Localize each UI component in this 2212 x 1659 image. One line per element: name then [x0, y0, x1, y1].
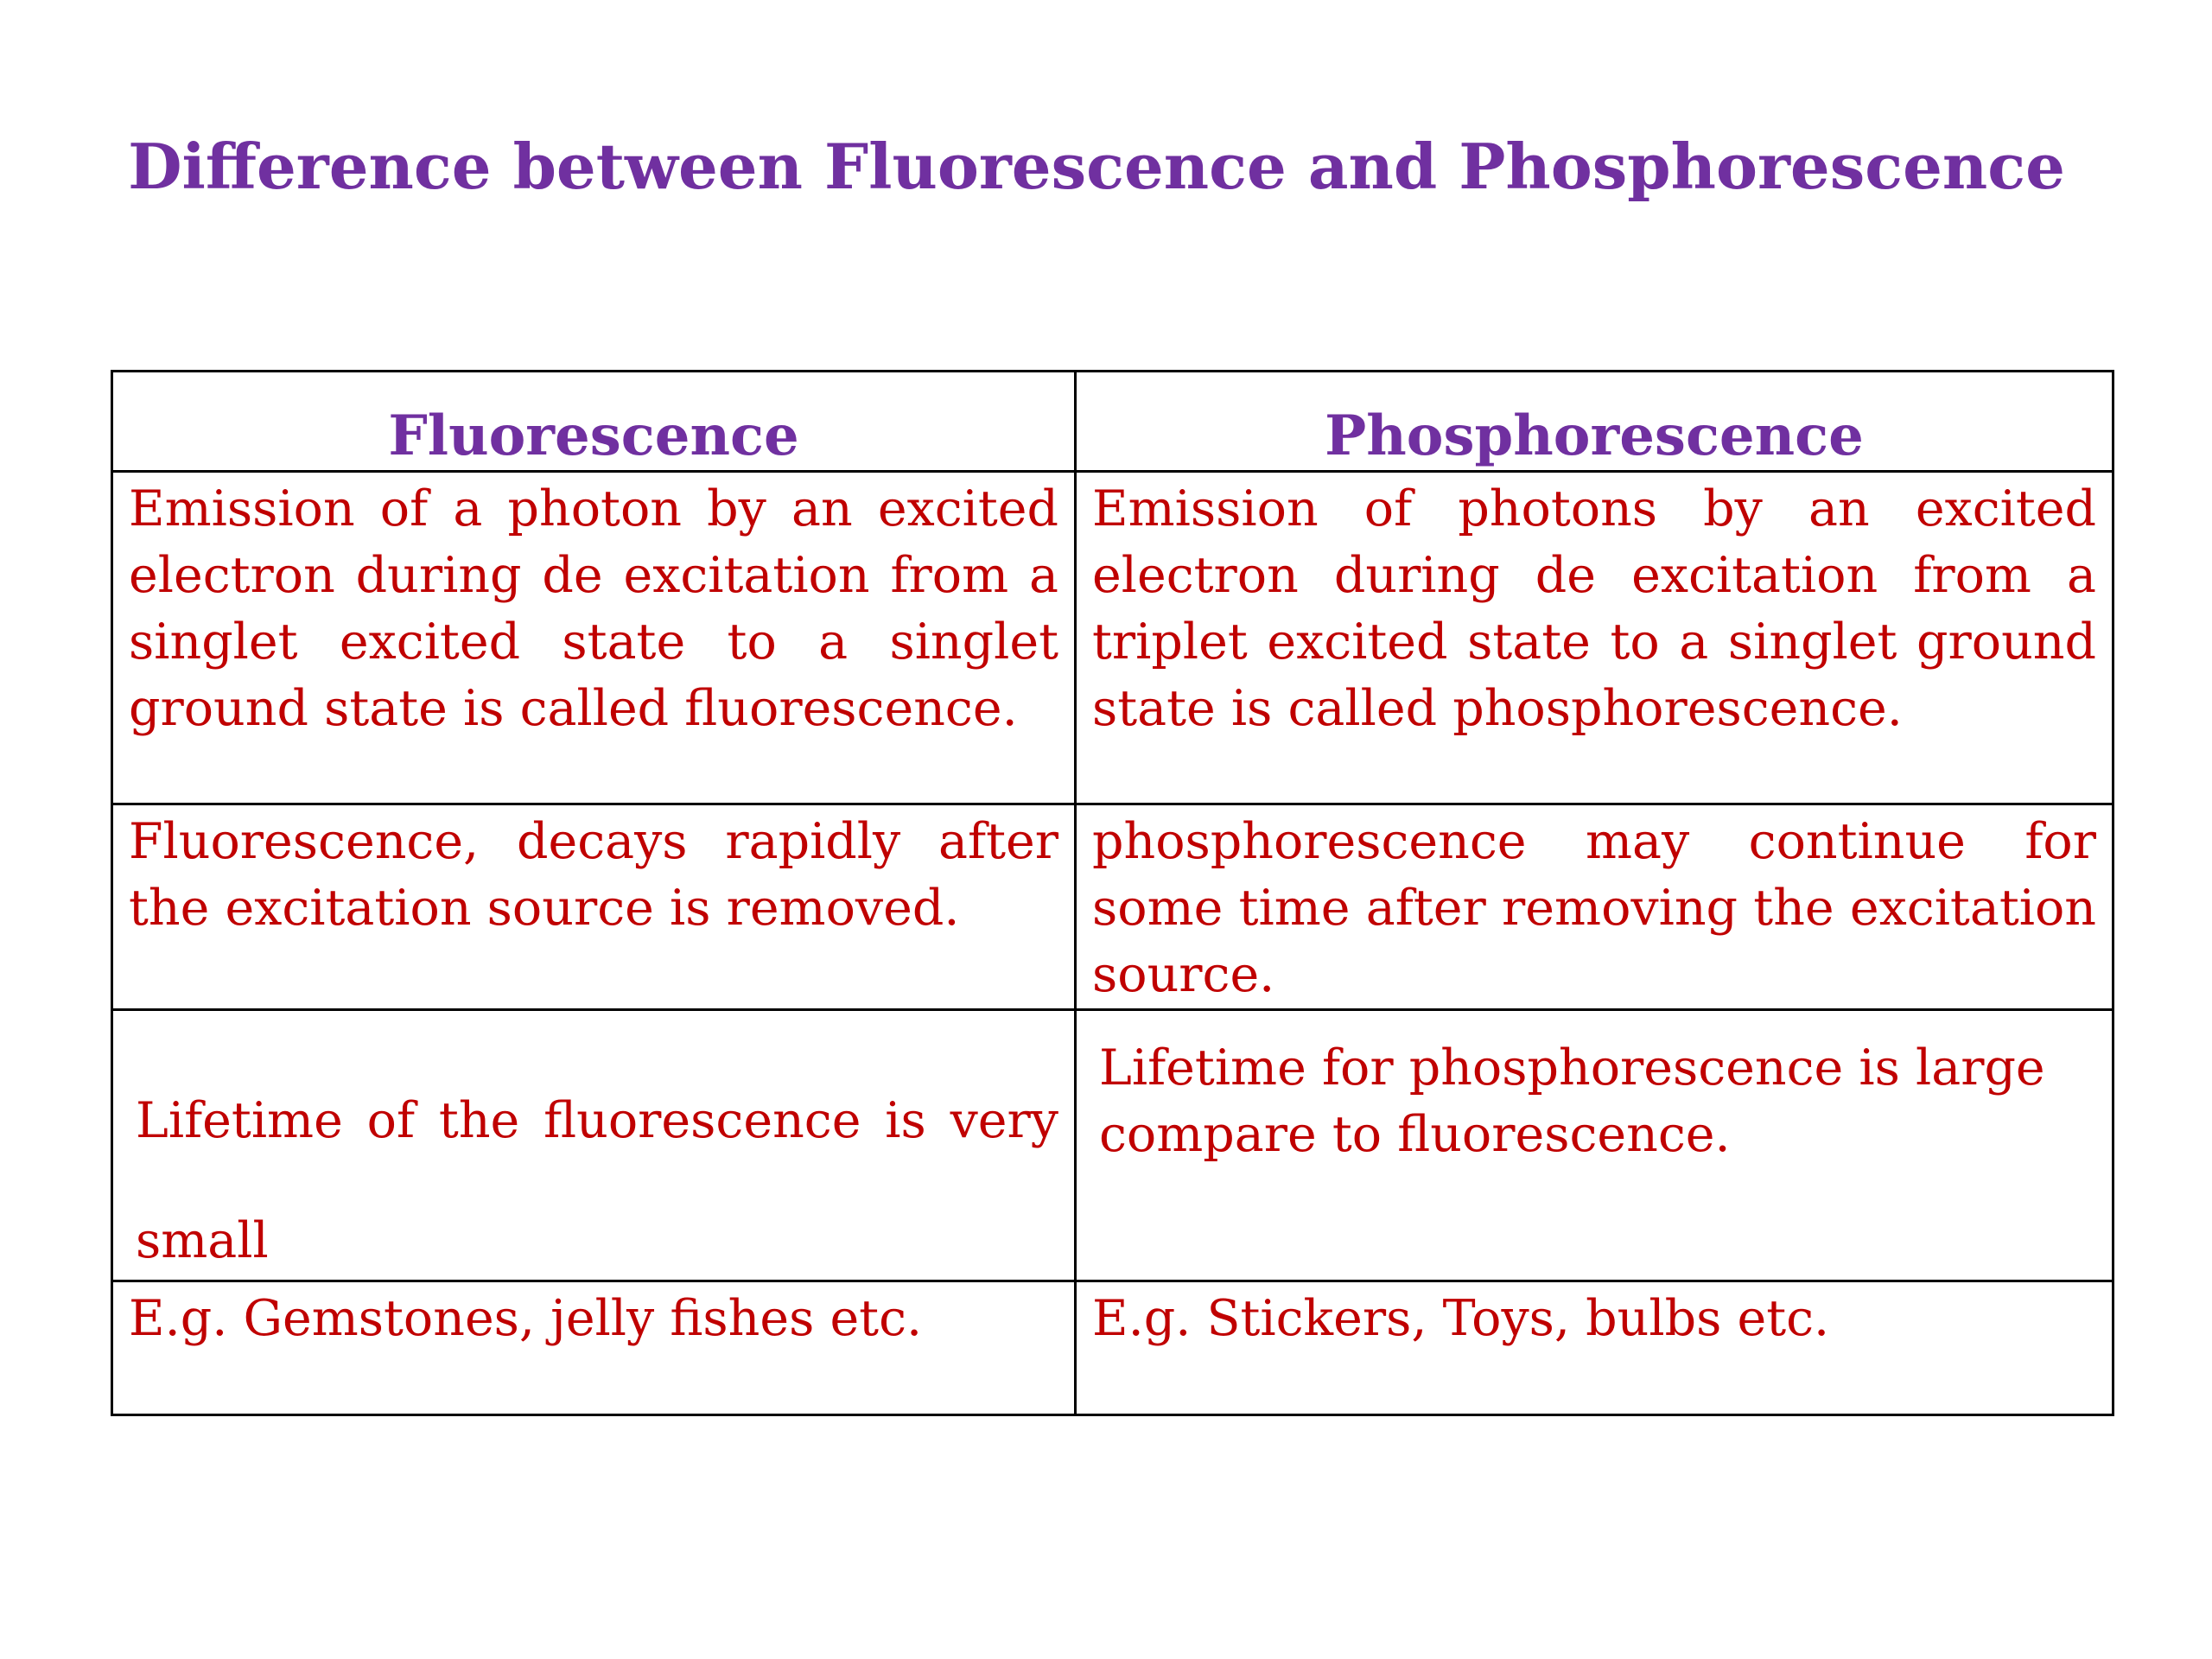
table-header-row	[112, 372, 2113, 472]
slide-title: Difference between Fluorescence and Phosphorescence	[128, 130, 2065, 203]
header-fluorescence: Fluorescence	[112, 372, 1076, 472]
cell-phosphorescence-examples: E.g. Stickers, Toys, bulbs etc.	[1076, 1281, 2113, 1415]
table-row	[112, 472, 2113, 804]
cell-fluorescence-lifetime	[112, 1010, 1076, 1281]
table-row	[112, 1010, 2113, 1281]
header-phosphorescence: Phosphorescence	[1076, 372, 2113, 472]
cell-phosphorescence-lifetime: Lifetime for phosphorescence is large compare to fluorescence.	[1076, 1010, 2113, 1281]
cell-phosphorescence-definition: Emission of photons by an excited electron during de excitation from a triplet excited state to a singlet ground state is called phosphorescence.	[1076, 472, 2113, 804]
comparison-table	[111, 370, 2114, 1416]
cell-fluorescence-examples: E.g. Gemstones, jelly fishes etc.	[112, 1281, 1076, 1415]
cell-phosphorescence-decay: phosphorescence may continue for some time after removing the excitation source.	[1076, 804, 2113, 1010]
table-row	[112, 804, 2113, 1010]
cell-fluorescence-decay: Fluorescence, decays rapidly after the excitation source is removed.	[112, 804, 1076, 1010]
table-row	[112, 1281, 2113, 1415]
cell-fluorescence-definition: Emission of a photon by an excited electron during de excitation from a singlet excited state to a singlet ground state is called fluorescence.	[112, 472, 1076, 804]
cell-fluorescence-lifetime-tail: small	[136, 1212, 269, 1269]
cell-fluorescence-lifetime-text: Lifetime of the fluorescence is very	[136, 1092, 1058, 1149]
